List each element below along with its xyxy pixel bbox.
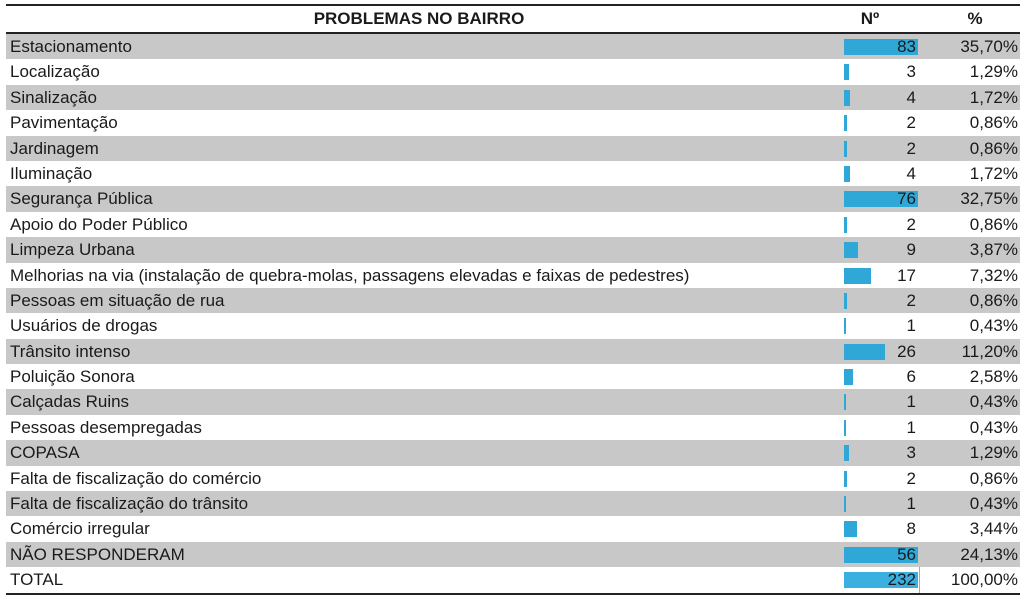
row-label: Calçadas Ruins	[10, 392, 130, 412]
table-row	[6, 85, 1020, 110]
row-label: Localização	[10, 62, 100, 82]
row-label: Usuários de drogas	[10, 316, 158, 336]
row-label: Melhorias na via (instalação de quebra-molas, passagens elevadas e faixas de pedestres)	[10, 265, 690, 285]
header-num: Nº	[860, 9, 880, 28]
row-label: Pessoas desempregadas	[10, 417, 202, 437]
row-label: Trânsito intenso	[10, 341, 131, 361]
table-row	[6, 34, 1020, 59]
data-bar	[844, 471, 847, 487]
data-bar	[844, 369, 853, 385]
table-row	[6, 516, 1020, 541]
row-label: Iluminação	[10, 163, 93, 183]
table-body	[6, 34, 1020, 595]
row-count: 1	[906, 316, 916, 336]
row-percent: 24,13%	[960, 544, 1018, 564]
table-row	[6, 466, 1020, 491]
row-label: Falta de fiscalização do comércio	[10, 468, 262, 488]
data-bar	[844, 166, 850, 182]
row-label: Falta de fiscalização do trânsito	[10, 494, 249, 514]
row-label: Segurança Pública	[10, 189, 153, 209]
data-bar	[844, 217, 847, 233]
row-percent: 100,00%	[950, 570, 1018, 590]
row-percent: 0,43%	[969, 494, 1018, 514]
data-bar	[844, 445, 849, 461]
table-row	[6, 161, 1020, 186]
row-label: Pavimentação	[10, 113, 118, 133]
table-row	[6, 186, 1020, 211]
row-percent: 1,72%	[969, 163, 1018, 183]
row-percent: 32,75%	[960, 189, 1018, 209]
row-count: 76	[897, 189, 916, 209]
table-row	[6, 263, 1020, 288]
header-pct: %	[967, 9, 983, 28]
row-count: 1	[906, 392, 916, 412]
table-header	[6, 4, 1020, 34]
row-percent: 0,86%	[969, 290, 1018, 310]
row-percent: 0,43%	[969, 316, 1018, 336]
data-bar	[844, 141, 847, 157]
table-row	[6, 110, 1020, 135]
row-label: Poluição Sonora	[10, 367, 135, 387]
row-label: Jardinagem	[10, 138, 99, 158]
row-percent: 3,44%	[969, 519, 1018, 539]
row-percent: 1,29%	[969, 62, 1018, 82]
row-percent: 0,86%	[969, 214, 1018, 234]
table-row	[6, 389, 1020, 414]
row-count: 9	[906, 240, 916, 260]
table-row	[6, 237, 1020, 262]
row-label: Pessoas em situação de rua	[10, 290, 225, 310]
table-row	[6, 440, 1020, 465]
row-count: 232	[887, 570, 916, 590]
row-percent: 7,32%	[969, 265, 1018, 285]
row-count: 6	[906, 367, 916, 387]
row-count: 4	[906, 87, 916, 107]
row-count: 2	[906, 290, 916, 310]
row-percent: 0,86%	[969, 138, 1018, 158]
row-percent: 3,87%	[969, 240, 1018, 260]
data-bar	[844, 496, 846, 512]
row-percent: 1,72%	[969, 87, 1018, 107]
row-count: 3	[906, 443, 916, 463]
data-bar	[844, 293, 847, 309]
row-label: Sinalização	[10, 87, 97, 107]
data-bar	[844, 90, 850, 106]
row-count: 2	[906, 138, 916, 158]
row-count: 17	[897, 265, 916, 285]
table-row	[6, 364, 1020, 389]
row-label: Estacionamento	[10, 37, 132, 56]
row-label: NÃO RESPONDERAM	[10, 544, 185, 564]
row-label: Apoio do Poder Público	[10, 214, 188, 234]
row-percent: 1,29%	[969, 443, 1018, 463]
data-bar	[844, 115, 847, 131]
table-row	[6, 212, 1020, 237]
header-label: PROBLEMAS NO BAIRRO	[313, 9, 525, 28]
row-percent: 0,43%	[969, 392, 1018, 412]
row-count: 1	[906, 417, 916, 437]
total-separator	[919, 567, 920, 592]
row-count: 1	[906, 494, 916, 514]
row-percent: 0,86%	[969, 113, 1018, 133]
row-percent: 11,20%	[961, 341, 1018, 361]
row-count: 3	[906, 62, 916, 82]
row-label: TOTAL	[10, 570, 64, 590]
data-bar	[844, 420, 846, 436]
table-row	[6, 59, 1020, 84]
problems-table	[6, 4, 1020, 595]
table-row	[6, 313, 1020, 338]
table-row	[6, 415, 1020, 440]
data-bar	[844, 64, 849, 80]
row-label: Comércio irregular	[10, 519, 150, 539]
row-count: 83	[897, 37, 916, 56]
table-row	[6, 491, 1020, 516]
row-percent: 35,70%	[960, 37, 1018, 56]
data-bar	[844, 394, 846, 410]
table-row	[6, 136, 1020, 161]
row-percent: 2,58%	[969, 367, 1018, 387]
table-row	[6, 288, 1020, 313]
row-percent: 0,43%	[969, 417, 1018, 437]
row-count: 2	[906, 468, 916, 488]
row-count: 56	[897, 544, 916, 564]
row-count: 4	[906, 163, 916, 183]
row-label: COPASA	[10, 443, 80, 463]
row-count: 8	[906, 519, 916, 539]
table-row	[6, 542, 1020, 567]
table-total-row	[6, 567, 1020, 594]
table-row	[6, 339, 1020, 364]
row-percent: 0,86%	[969, 468, 1018, 488]
row-label: Limpeza Urbana	[10, 240, 135, 260]
row-count: 2	[906, 113, 916, 133]
row-count: 2	[906, 214, 916, 234]
data-bar	[844, 318, 846, 334]
row-count: 26	[897, 341, 916, 361]
